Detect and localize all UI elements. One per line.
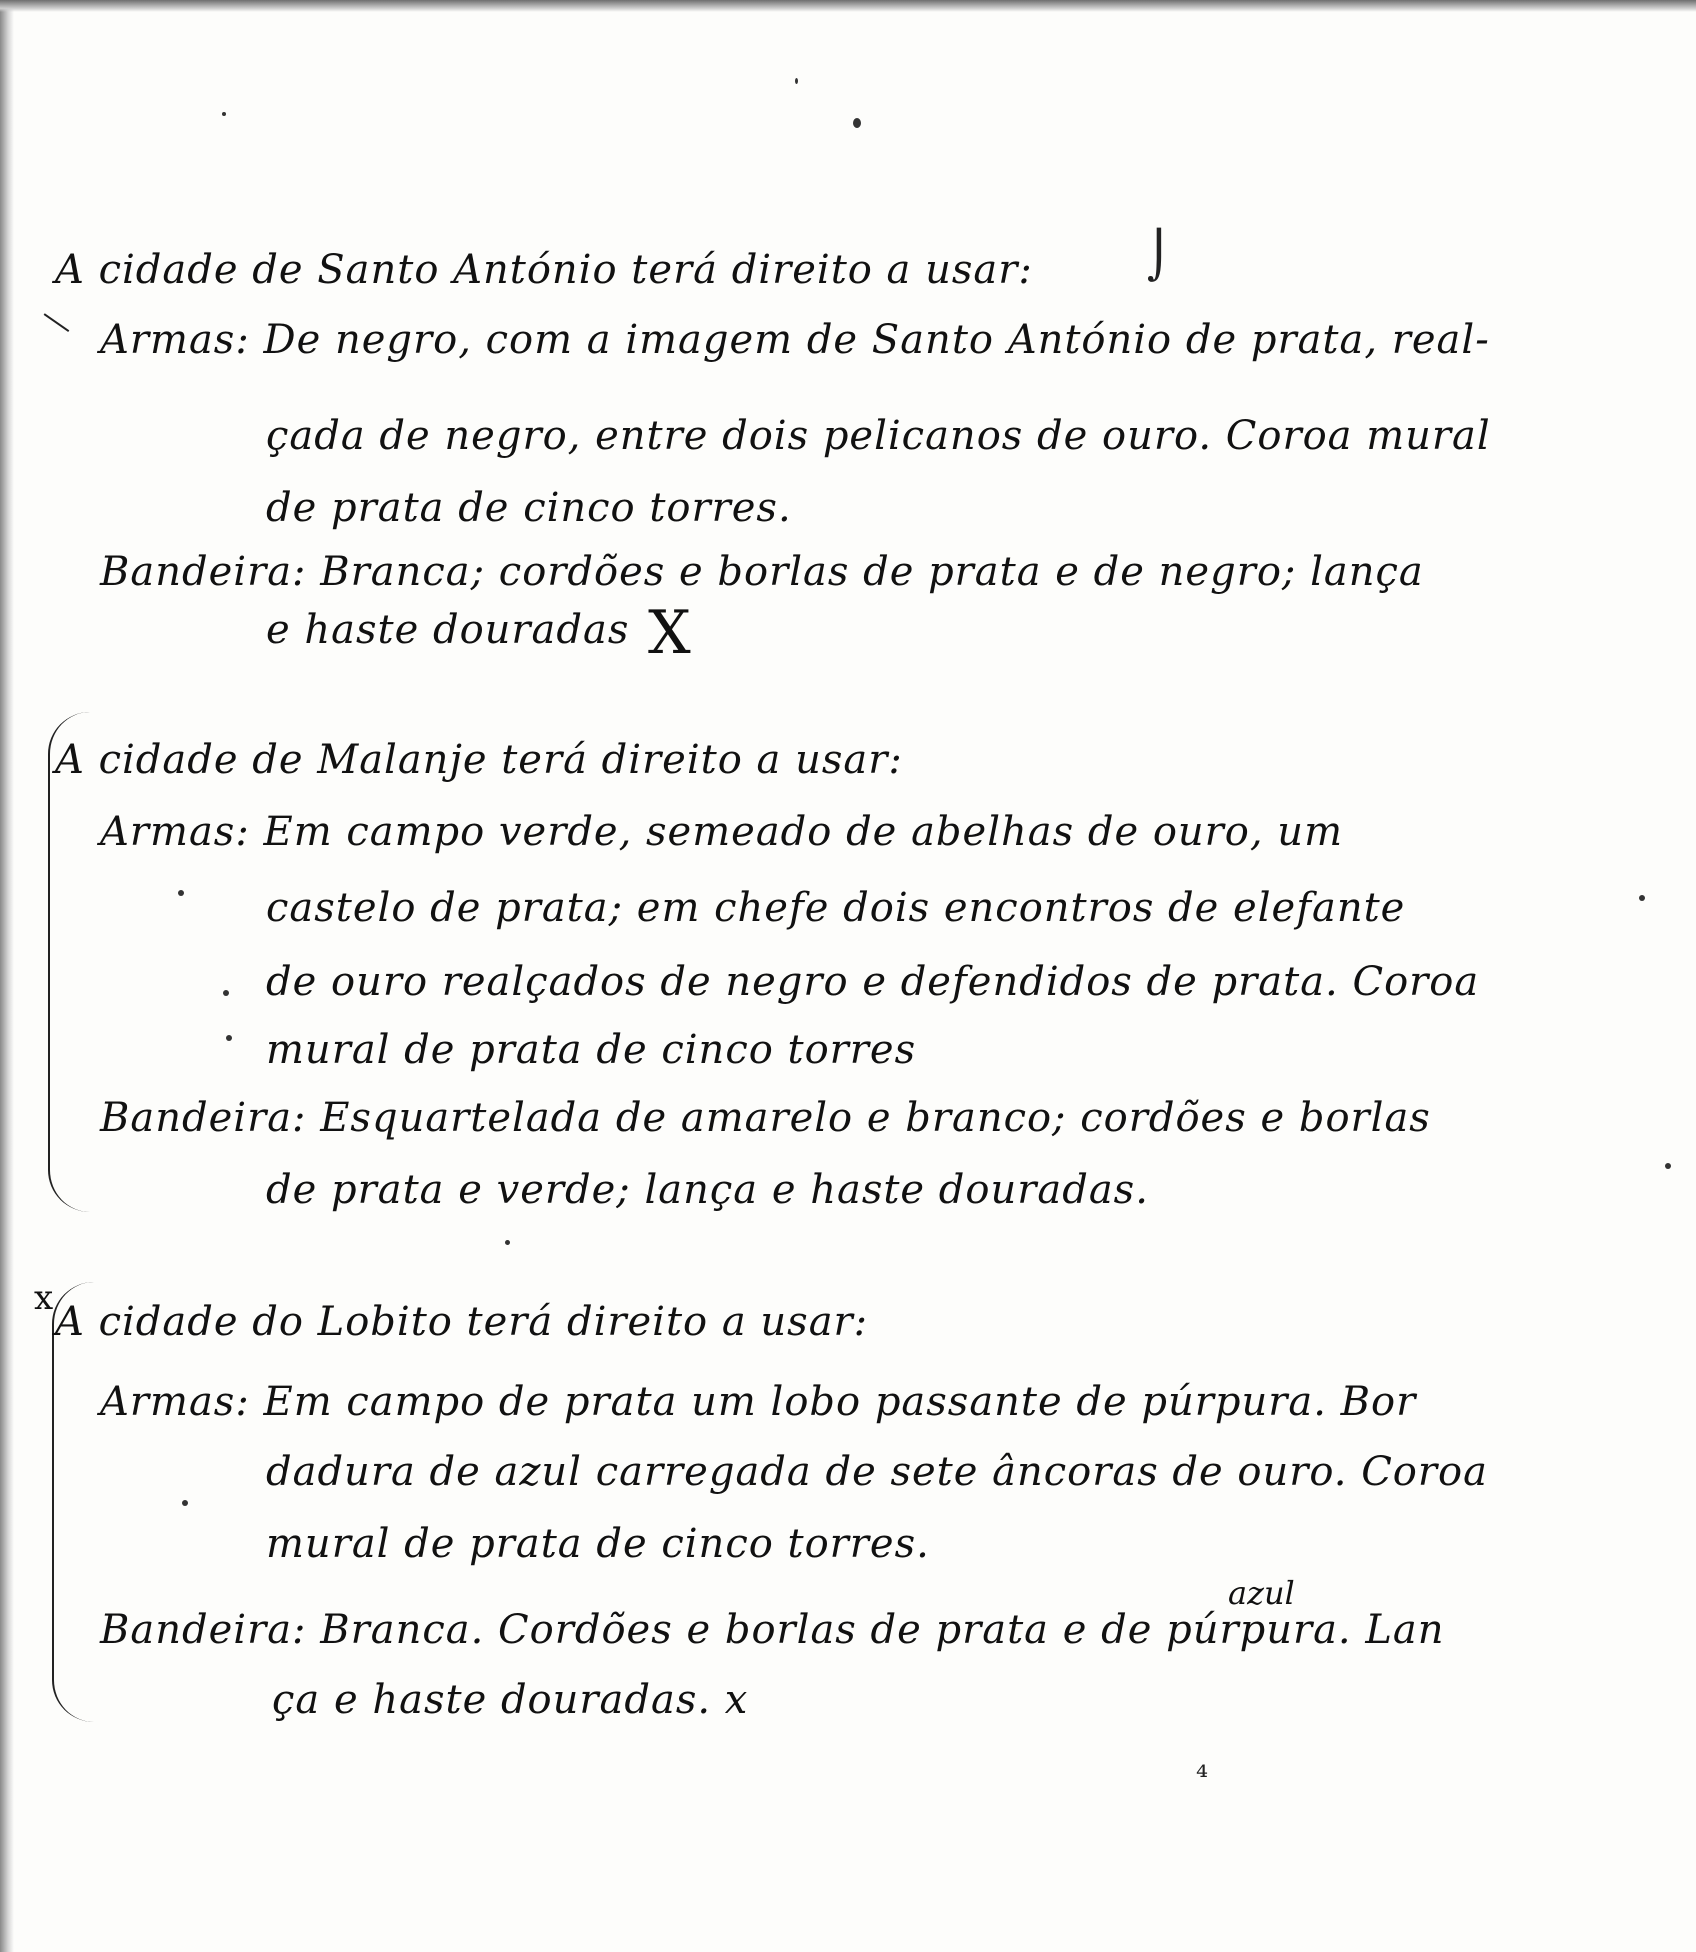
ink-speck — [505, 1240, 510, 1245]
ink-mark: ⁴ — [1196, 1760, 1209, 1795]
bandeira-line: de prata e verde; lança e haste douradas. — [266, 1167, 1149, 1213]
scan-edge-left — [0, 0, 14, 1952]
bandeira-line: Bandeira: Branca. Cordões e borlas de prata e de púrpura. Lan — [100, 1607, 1445, 1653]
armas-line: de prata de cinco torres. — [266, 485, 792, 531]
bandeira-line: Bandeira: Branca; cordões e borlas de prata e de negro; lança — [100, 549, 1424, 595]
armas-line: mural de prata de cinco torres. — [266, 1521, 930, 1567]
ink-speck — [178, 890, 184, 896]
ink-speck — [853, 118, 861, 128]
ink-speck — [795, 78, 798, 84]
start-mark: x — [34, 1278, 54, 1318]
armas-line: de ouro realçados de negro e defendidos de prata. Coroa — [266, 959, 1480, 1005]
armas-line: dadura de azul carregada de sete âncoras de ouro. Coroa — [266, 1449, 1488, 1495]
ink-speck — [182, 1500, 188, 1506]
ink-speck — [222, 112, 226, 116]
armas-line: castelo de prata; em chefe dois encontros de elefante — [266, 885, 1406, 931]
cross-mark: X — [648, 598, 691, 668]
bandeira-line: ça e haste douradas. x — [272, 1677, 749, 1723]
bandeira-line: Bandeira: Esquartelada de amarelo e branco; cordões e borlas — [100, 1095, 1431, 1141]
ink-speck — [1665, 1163, 1671, 1169]
bandeira-line: e haste douradas — [266, 607, 630, 653]
ink-mark: ⌡ — [1147, 228, 1171, 282]
section-heading: A cidade do Lobito terá direito a usar: — [55, 1299, 869, 1345]
armas-line: çada de negro, entre dois pelicanos de ouro. Coroa mural — [266, 413, 1491, 459]
section-heading: A cidade de Santo António terá direito a usar: — [55, 247, 1033, 293]
armas-line: Armas: Em campo de prata um lobo passante de púrpura. Bor — [100, 1379, 1417, 1425]
armas-line: mural de prata de cinco torres — [266, 1027, 917, 1073]
section-bracket — [52, 1282, 94, 1722]
armas-line: Armas: De negro, com a imagem de Santo António de prata, real- — [100, 317, 1490, 363]
ink-speck — [1639, 895, 1645, 901]
section-bracket — [48, 712, 90, 1212]
ink-speck — [223, 990, 229, 996]
section-heading: A cidade de Malanje terá direito a usar: — [55, 737, 903, 783]
ink-speck — [226, 1035, 232, 1041]
correction-insert: azul — [1228, 1574, 1295, 1612]
scan-edge-top — [0, 0, 1696, 12]
armas-line: Armas: Em campo verde, semeado de abelhas de ouro, um — [100, 809, 1343, 855]
section-bracket — [21, 313, 70, 365]
